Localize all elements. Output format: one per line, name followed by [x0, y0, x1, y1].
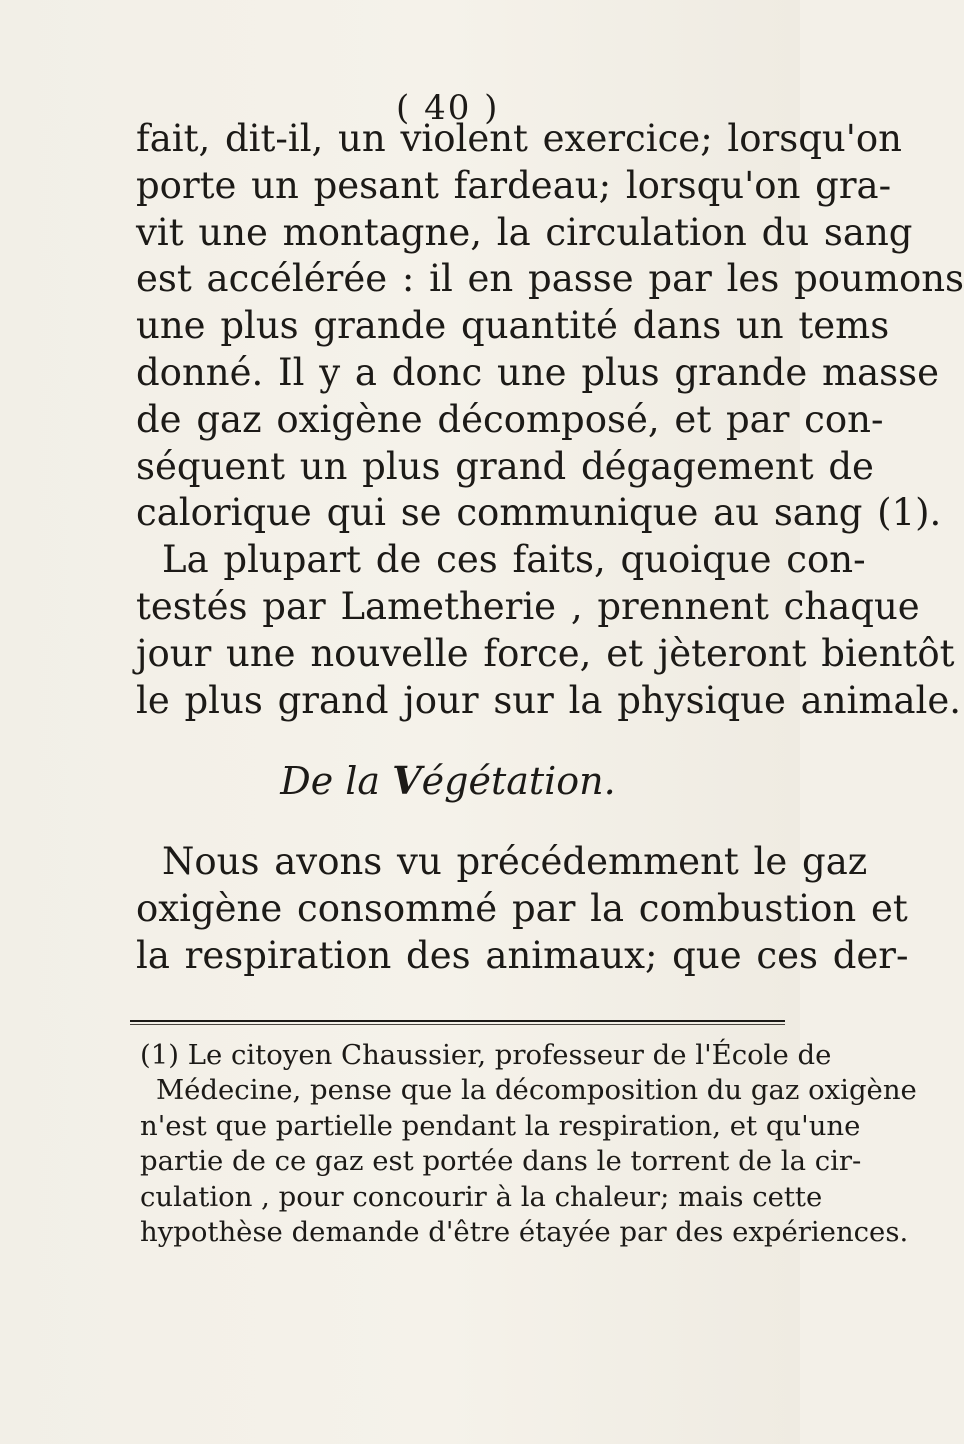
- body-text: [136, 116, 964, 980]
- text-line: séquent un plus grand dégagement de: [136, 444, 874, 488]
- text-line: le plus grand jour sur la physique animale.: [136, 678, 962, 722]
- footnote: [140, 1038, 917, 1250]
- paragraph-1: [136, 116, 964, 537]
- text-line: la respiration des animaux; que ces der-: [136, 933, 909, 977]
- footnote-line: partie de ce gaz est portée dans le torrent de la cir-: [140, 1145, 862, 1178]
- footnote-rule: [130, 1020, 785, 1022]
- text-line: calorique qui se communique au sang (1).: [136, 491, 942, 535]
- text-line: oxigène consommé par la combustion et: [136, 886, 908, 930]
- heading-initial: V: [392, 758, 422, 804]
- text-line: une plus grande quantité dans un tems: [136, 304, 890, 348]
- paragraph-2: [136, 537, 962, 724]
- text-line: donné. Il y a donc une plus grande masse: [136, 350, 940, 394]
- footnote-line: culation , pour concourir à la chaleur; mais cette: [140, 1180, 823, 1213]
- footnote-line: (1) Le citoyen Chaussier, professeur de l'École de: [140, 1039, 832, 1071]
- footnote-line: n'est que partielle pendant la respiration, et qu'une: [140, 1109, 861, 1142]
- text-line: est accélérée : il en passe par les poumons: [136, 257, 964, 301]
- text-line: Nous avons vu précédemment le gaz: [162, 840, 868, 884]
- page-number: ( 40 ): [396, 88, 500, 128]
- footnote-line: Médecine, pense que la décomposition du gaz oxigène: [156, 1074, 917, 1107]
- heading-rest: égétation.: [421, 759, 616, 804]
- text-line: fait, dit-il, un violent exercice; lorsqu'on: [136, 117, 903, 160]
- text-line: porte un pesant fardeau; lorsqu'on gra-: [136, 163, 892, 207]
- text-line: La plupart de ces faits, quoique con-: [162, 538, 866, 582]
- section-heading: [136, 758, 784, 805]
- paragraph-3: [136, 839, 909, 979]
- footnote-rule-thin: [130, 1024, 785, 1025]
- text-line: de gaz oxigène décomposé, et par con-: [136, 397, 884, 441]
- text-line: vit une montagne, la circulation du sang: [136, 210, 913, 254]
- text-line: jour une nouvelle force, et jèteront bientôt: [136, 631, 955, 675]
- footnote-line: hypothèse demande d'être étayée par des expériences.: [140, 1216, 909, 1249]
- heading-prefix: De la: [280, 759, 381, 804]
- text-line: testés par Lametherie , prennent chaque: [136, 584, 920, 628]
